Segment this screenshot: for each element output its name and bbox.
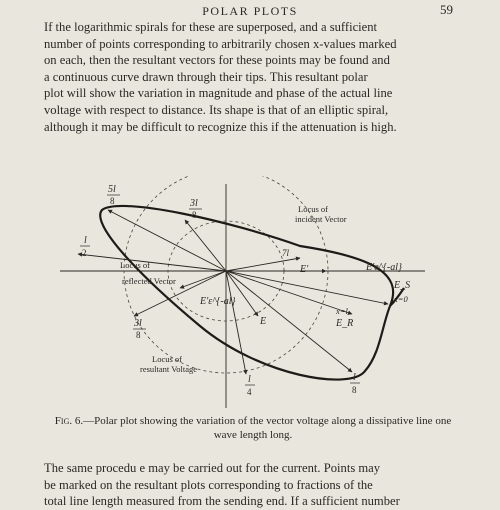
- top-paragraph: [44, 19, 464, 135]
- label-l2-den: 2: [82, 248, 87, 258]
- text-line: total line length measured from the sending end. If a sufficient number: [44, 494, 400, 509]
- label-resultant-locus-1: Locus of: [152, 354, 182, 364]
- label-incident-locus-1: Locus of: [298, 204, 328, 214]
- text-line: The same procedu e may be carried out for the current. Points may: [44, 461, 381, 475]
- label-resultant-locus-2: resultant Voltage: [140, 364, 198, 374]
- label-incident-locus-2: incident Vector: [295, 214, 347, 224]
- text-line: although it may be difficult to recognize this if the attenuation is high.: [44, 119, 397, 134]
- resultant-voltage-locus: [100, 206, 404, 380]
- label-l8-den: 8: [352, 385, 357, 395]
- figure-label: Fig. 6.: [54, 415, 84, 427]
- text-line: number of points corresponding to arbitrarily chosen x-values marked: [44, 36, 397, 51]
- bottom-paragraph: [44, 460, 464, 510]
- label-3l-bottom: 3l: [134, 318, 142, 329]
- label-l2: l: [84, 235, 87, 246]
- label-l4: l: [248, 374, 251, 385]
- vector-l8: [226, 271, 352, 372]
- vector-l2: [78, 254, 226, 271]
- vector-7l: [226, 258, 300, 271]
- text-line: voltage with respect to distance. Its shape is that of an elliptic spiral,: [44, 102, 389, 117]
- label-e-reflected: E'ε^{-al}: [200, 296, 236, 307]
- caption-text: —Polar plot showing the variation of the vector voltage along a dissipative line one wave length long.: [83, 415, 452, 441]
- vector-3l8-top: [185, 220, 226, 271]
- label-3l-bottom-den: 8: [136, 330, 141, 340]
- label-3l-top-den: 8: [192, 210, 197, 220]
- label-x-eq-l: x=l: [336, 306, 348, 316]
- text-line: be marked on the resultant plots corresponding to fractions of the: [44, 477, 373, 492]
- label-7l: 7l: [282, 248, 290, 258]
- figure-caption: [48, 414, 458, 442]
- label-e: E: [260, 316, 267, 327]
- text-line: plot will show the variation in magnitude and phase of the actual line: [44, 86, 393, 101]
- label-e-prime-exp: E'e^{-al}: [366, 262, 403, 273]
- label-x-eq-0: x=0: [394, 294, 408, 304]
- label-er: E_R: [336, 318, 354, 329]
- label-l4-den: 4: [247, 387, 252, 397]
- label-3l-top: 3l: [190, 198, 198, 209]
- text-line: a continuous curve drawn through their tips. This resultant polar: [44, 69, 368, 84]
- polar-plot-figure: [60, 176, 430, 408]
- label-reflected-locus-1: Locus of: [120, 260, 150, 270]
- label-es: E_S: [394, 280, 411, 291]
- page-number: 59: [440, 2, 453, 17]
- label-5l-den: 8: [110, 196, 115, 206]
- vector-l4: [226, 271, 246, 374]
- label-l8: l: [353, 372, 356, 383]
- label-5l: 5l: [108, 184, 116, 195]
- text-line: If the logarithmic spirals for these are superposed, and a sufficient: [44, 20, 378, 34]
- label-reflected-locus-2: reflected Vector: [122, 276, 176, 286]
- vector-reflected: [180, 271, 226, 288]
- running-head: POLAR PLOTS: [202, 4, 298, 18]
- text-line: on each, then the resultant vectors for these points may be found and: [44, 53, 390, 68]
- label-e-prime: E': [300, 264, 309, 275]
